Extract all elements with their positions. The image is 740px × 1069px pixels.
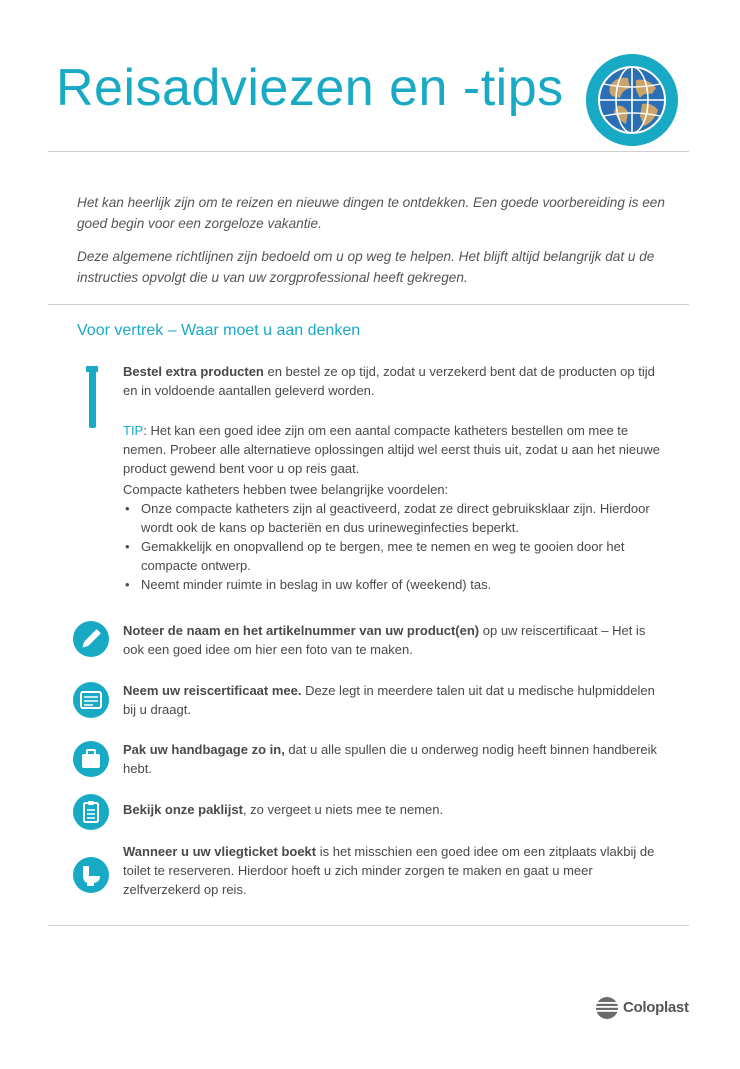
luggage-bold: Pak uw handbagage zo in, [123,742,285,757]
suitcase-icon [73,741,109,777]
divider-bottom [48,925,689,926]
list-item: • Onze compacte katheters zijn al geactiveerd, zodat ze direct gebruiksklaar zijn. Hierdoor wordt ook de kans op bacteriën en dus urineweginfecties beperkt. [123,499,668,537]
tip-label: TIP [123,423,144,438]
ticket-rest: is het misschien een goed idee om een zitplaats vlakbij de toilet te reserveren. Hierdoor hoeft u zich minder zorgen te maken en gaat u meer zelfverzekerd op reis. [123,844,655,897]
toilet-icon [73,857,109,893]
coloplast-logo-text: Coloplast [623,999,689,1016]
order-products-bold: Bestel extra producten [123,364,264,379]
order-products-text [123,362,668,400]
globe-icon [586,54,678,146]
checklist-text [123,800,668,819]
note-product-bold: Noteer de naam en het artikelnummer van uw product(en) [123,623,480,638]
page-title: Reisadviezen en -tips [56,59,564,117]
checklist-bold: Bekijk onze paklijst [123,802,243,817]
order-products-rest: en bestel ze op tijd, zodat u verzekerd bent dat de producten op tijd en in voldoende aantallen geleverd worden. [123,364,655,398]
intro-paragraph-1: Het kan heerlijk zijn om te reizen en nieuwe dingen te ontdekken. Een goede voorbereiding is een goed begin voor een zorgeloze vakantie. [77,195,665,231]
catheter-icon [84,366,100,430]
pencil-icon [73,621,109,657]
divider-top [48,151,689,152]
section-title: Voor vertrek – Waar moet u aan denken [77,322,361,339]
note-product-text [123,621,668,659]
list-item: • Neemt minder ruimte in beslag in uw koffer of (weekend) tas. [123,575,668,594]
divider-middle [48,304,689,305]
tip-text [123,421,668,478]
ticket-bold: Wanneer u uw vliegticket boekt [123,844,317,859]
advantages-intro: Compacte katheters hebben twee belangrijke voordelen: [123,482,449,497]
certificate-rest: Deze legt in meerdere talen uit dat u medische hulpmiddelen bij u draagt. [123,683,655,717]
intro-paragraph-2: Deze algemene richtlijnen zijn bedoeld om u op weg te helpen. Het blijft altijd belangrijk dat u de instructies opvolgt die u van uw zorgprofessional heeft gekregen. [77,249,655,285]
certificate-bold: Neem uw reiscertificaat mee. [123,683,302,698]
advantages-list [123,499,668,594]
ticket-text [123,842,668,899]
luggage-rest: dat u alle spullen die u onderweg nodig heeft binnen handbereik hebt. [123,742,658,776]
note-product-rest: op uw reiscertificaat – Het is ook een goed idee om hier een foto van te maken. [123,623,646,657]
coloplast-logo-icon [595,996,619,1020]
tip-rest: : Het kan een goed idee zijn om een aantal compacte katheters bestellen om mee te nemen. Probeer alle alternatieve oplossingen altijd wel eerst thuis uit, zodat u aan het nieuwe product gewend bent voor u op reis gaat. [123,423,660,476]
certificate-text [123,681,668,719]
clipboard-icon [73,794,109,830]
coloplast-logo [595,996,705,1022]
list-item: • Gemakkelijk en onopvallend op te bergen, mee te nemen en weg te gooien door het compacte ontwerp. [123,537,668,575]
certificate-icon [73,682,109,718]
luggage-text [123,740,668,778]
checklist-rest: , zo vergeet u niets mee te nemen. [242,802,444,817]
